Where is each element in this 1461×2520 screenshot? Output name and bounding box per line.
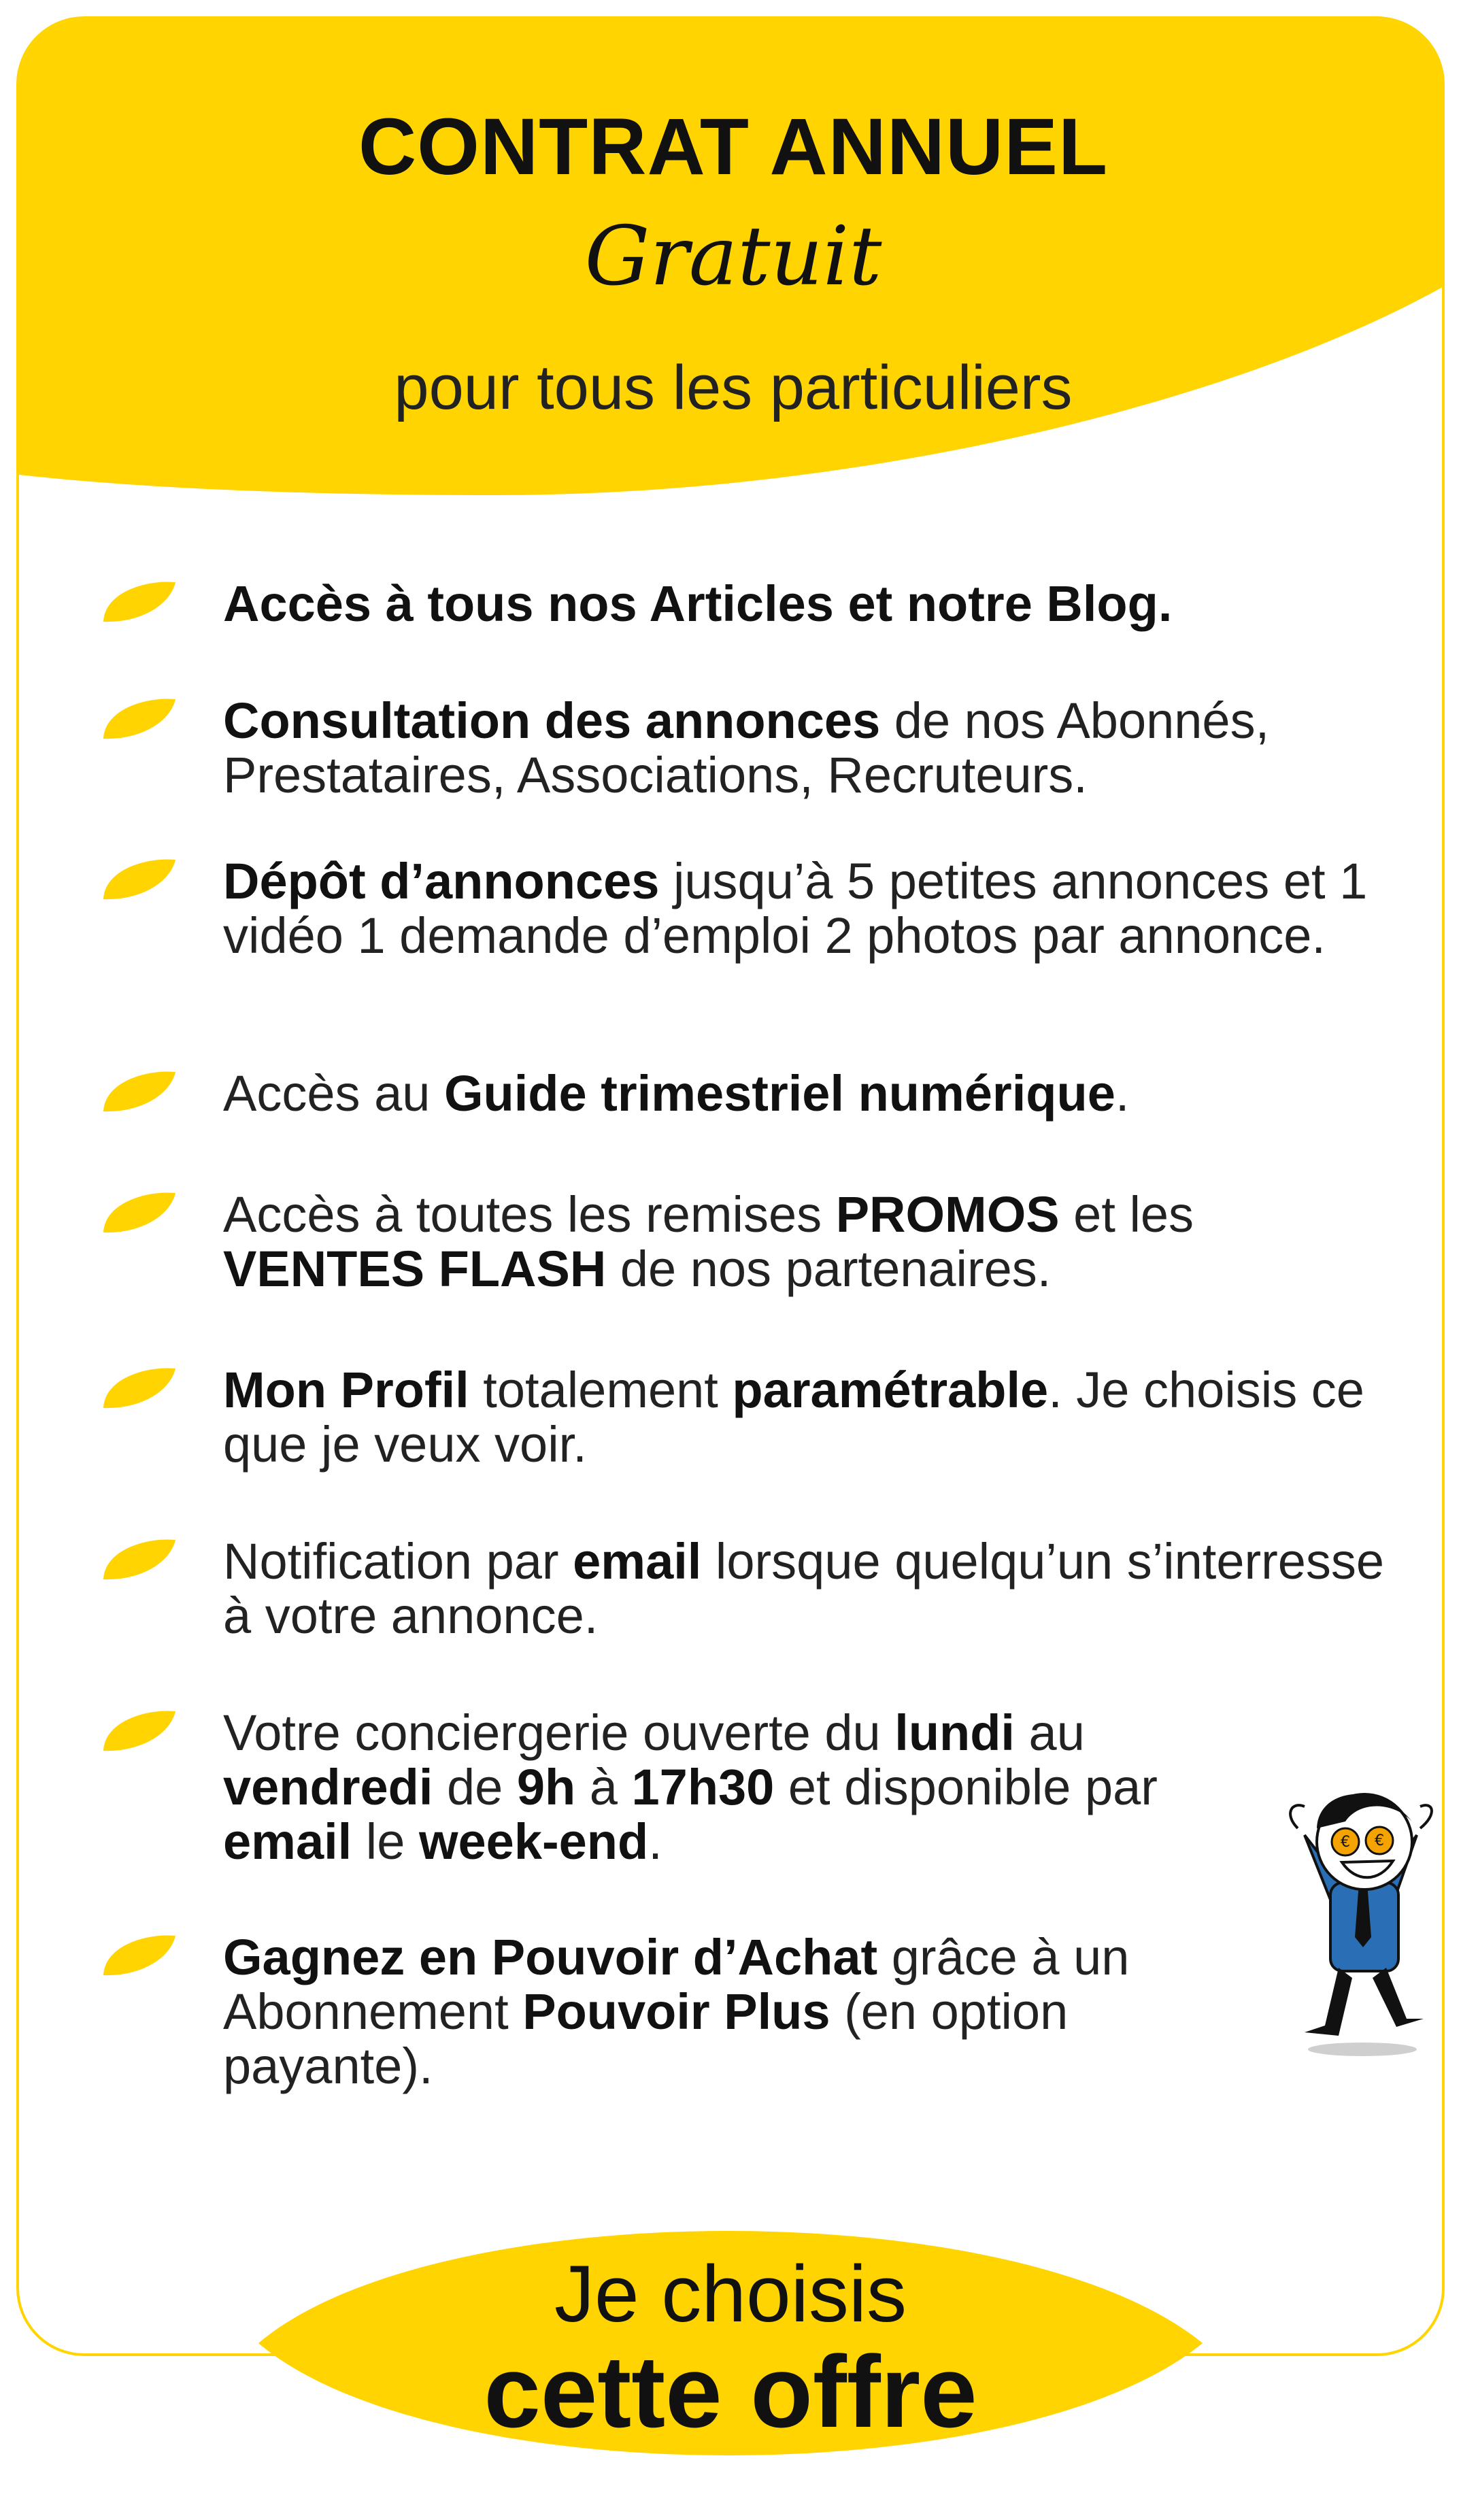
feature-text-bold: lundi xyxy=(894,1704,1015,1761)
leaf-icon xyxy=(99,1932,180,1979)
feature-text-bold: Guide trimestriel numérique xyxy=(443,1065,1115,1122)
feature-text-bold: Consultation des annonces xyxy=(223,692,881,749)
feature-text-normal: Accès à toutes les remises xyxy=(223,1186,836,1243)
feature-text-normal: de xyxy=(433,1759,517,1815)
leaf-icon xyxy=(99,1707,180,1755)
feature-text-bold: paramétrable xyxy=(732,1362,1049,1418)
feature-text-normal: et disponible par xyxy=(774,1759,1158,1815)
cta-line-2[interactable]: cette offre xyxy=(484,2334,977,2449)
feature-text xyxy=(223,577,1393,631)
feature-text-bold: PROMOS xyxy=(835,1186,1060,1243)
feature-text-normal: au xyxy=(1015,1704,1085,1761)
leaf-icon xyxy=(99,1189,180,1237)
feature-text-bold: 17h30 xyxy=(631,1759,775,1815)
feature-text-normal: le xyxy=(352,1813,419,1870)
feature-text-normal: Votre conciergerie ouverte du xyxy=(223,1704,895,1761)
feature-text-normal: de nos partenaires. xyxy=(606,1241,1052,1297)
feature-text-normal: de nos Abonnés, Prestataires, Associations, Recruteurs. xyxy=(223,692,1270,803)
feature-text xyxy=(223,1706,1243,1869)
happy-man-illustration xyxy=(1277,1774,1445,2060)
feature-text-bold: vendredi xyxy=(223,1759,433,1815)
feature-text xyxy=(223,694,1393,803)
feature-text-bold: Gagnez en Pouvoir d’Achat xyxy=(223,1929,878,1985)
feature-text-normal: et les xyxy=(1059,1186,1194,1243)
feature-text xyxy=(223,1534,1393,1643)
feature-text-normal: Notification par xyxy=(223,1533,573,1590)
feature-text-normal: . xyxy=(1115,1065,1130,1122)
feature-text-normal: . xyxy=(648,1813,662,1870)
header-title: CONTRAT ANNUEL xyxy=(358,102,1109,192)
offer-card xyxy=(16,16,1445,2356)
feature-text-bold: email xyxy=(223,1813,352,1870)
leaf-icon xyxy=(99,856,180,903)
feature-text xyxy=(223,1930,1243,2094)
feature-text-bold: Dépôt d’annonces xyxy=(223,853,660,909)
cta-line-1[interactable]: Je choisis xyxy=(554,2249,907,2339)
feature-text-normal: lorsque quelqu’un s’interresse à votre annonce. xyxy=(223,1533,1385,1644)
feature-text xyxy=(223,1066,1393,1121)
svg-text:€: € xyxy=(1341,1834,1350,1851)
leaf-icon xyxy=(99,578,180,626)
header-subtitle: pour tous les particuliers xyxy=(394,353,1073,422)
feature-text xyxy=(223,1188,1393,1296)
feature-text-bold: Pouvoir Plus xyxy=(522,1983,830,2040)
feature-text-bold: Mon Profil xyxy=(223,1362,469,1418)
feature-text-normal: à xyxy=(575,1759,632,1815)
feature-text-normal: grâce à un Abonnement xyxy=(223,1929,1130,2040)
feature-text-bold: VENTES FLASH xyxy=(223,1241,607,1297)
leaf-icon xyxy=(99,695,180,743)
feature-text-bold: 9h xyxy=(516,1759,576,1815)
leaf-icon xyxy=(99,1068,180,1115)
feature-text-normal: jusqu’à 5 petites annonces et 1 vidéo 1 demande d’emploi 2 photos par annonce. xyxy=(223,853,1368,964)
header-script-word: Gratuit xyxy=(584,209,882,304)
feature-text-normal: (en option payante). xyxy=(223,1983,1069,2094)
feature-text-normal: . Je choisis ce que je veux voir. xyxy=(223,1362,1364,1473)
leaf-icon xyxy=(99,1536,180,1583)
feature-text-normal: totalement xyxy=(469,1362,733,1418)
feature-text-bold: email xyxy=(573,1533,702,1590)
svg-text:€: € xyxy=(1375,1832,1384,1849)
feature-text xyxy=(223,1363,1393,1472)
feature-text-bold: Accès à tous nos Articles et notre Blog. xyxy=(223,575,1173,632)
feature-text-normal: Accès au xyxy=(223,1065,444,1122)
feature-text xyxy=(223,854,1393,963)
feature-text-bold: week-end xyxy=(418,1813,649,1870)
leaf-icon xyxy=(99,1364,180,1412)
